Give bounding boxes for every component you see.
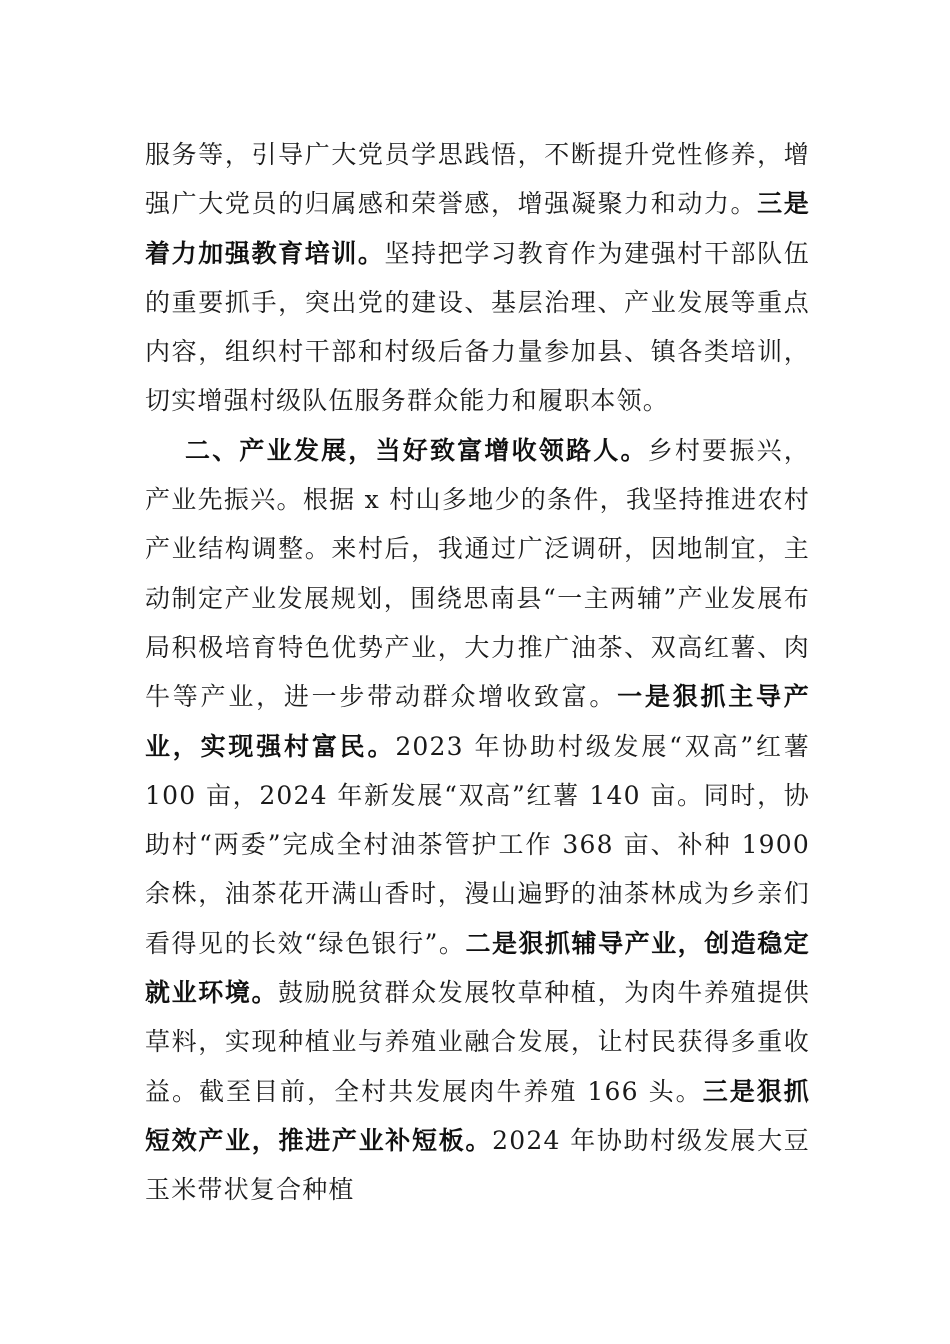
text-run: 2023 年协助村级发展“双高”红薯 100 亩，2024 年新发展“双高”红薯 140 亩。同时，协助村“两委”完成全村油茶管护工作 368 亩、补种 1900 余株，油茶花开满山香时，漫山遍野的油茶林成为乡亲们看得见的长效“绿色银行”。 [145, 731, 810, 958]
bold-heading-run: 二是狠抓辅导产业，创造稳定就业环境。 [145, 928, 810, 1008]
bold-heading-run: 三是着力加强教育培训。 [145, 189, 810, 268]
text-run: 服务等，引导广大党员学思践悟，不断提升党性修养，增强广大党员的归属感和荣誉感，增强凝聚力和动力。 [145, 140, 810, 219]
body-text [145, 130, 810, 1215]
paragraph-industry-development [145, 426, 810, 1215]
text-run: 2024 年协助村级发展大豆玉米带状复合种植 [145, 1125, 811, 1205]
section-heading-run: 二、产业发展，当好致富增收领路人。 [185, 435, 648, 465]
bold-heading-run: 一是狠抓主导产业，实现强村富民。 [145, 682, 810, 761]
text-run: 乡村要振兴，产业先振兴。根据 x 村山多地少的条件，我坚持推进农村产业结构调整。来村后，我通过广泛调研，因地制宜，主动制定产业发展规划，围绕思南县“一主两辅”产业发展布局积极培育特色优势产业，大力推广油茶、双高红薯、肉牛等产业，进一步带动群众增收致富。 [145, 435, 811, 712]
paragraph-party-education [145, 130, 810, 426]
text-run: 鼓励脱贫群众发展牧草种植，为肉牛养殖提供草料，实现种植业与养殖业融合发展，让村民获得多重收益。截至目前，全村共发展肉牛养殖 166 头。 [145, 978, 810, 1106]
bold-heading-run: 三是狠抓短效产业，推进产业补短板。 [145, 1076, 810, 1155]
text-run: 坚持把学习教育作为建强村干部队伍的重要抓手，突出党的建设、基层治理、产业发展等重点内容，组织村干部和村级后备力量参加县、镇各类培训，切实增强村级队伍服务群众能力和履职本领。 [145, 238, 810, 416]
